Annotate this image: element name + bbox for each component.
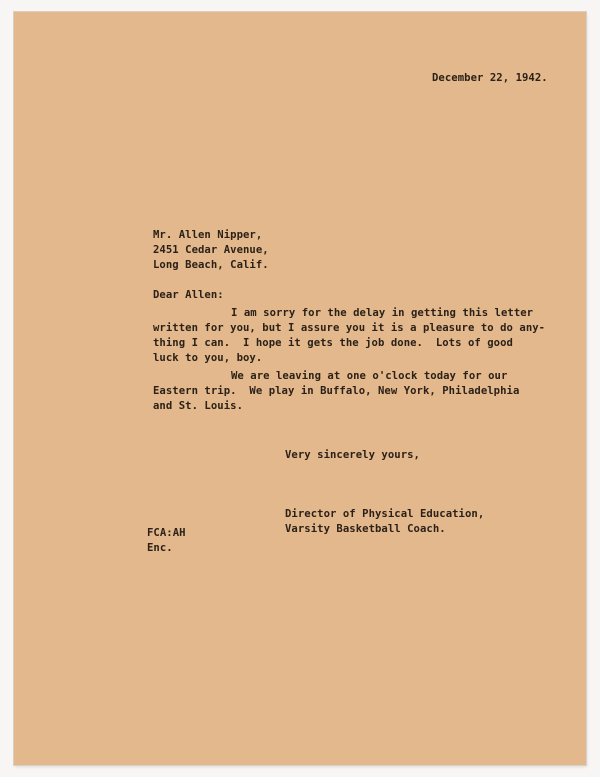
letter-page: [14, 12, 586, 765]
salutation: Dear Allen:: [153, 289, 224, 301]
enclosure-note: Enc.: [147, 542, 173, 554]
reference-initials: FCA:AH: [147, 527, 186, 539]
paragraph1-line2: written for you, but I assure you it is a pleasure to do any-: [153, 322, 546, 334]
recipient-name: Mr. Allen Nipper,: [153, 229, 263, 241]
paragraph1-line3: thing I can. I hope it gets the job done. Lots of good: [153, 337, 513, 349]
paragraph1-line4: luck to you, boy.: [153, 352, 263, 364]
recipient-city: Long Beach, Calif.: [153, 259, 269, 271]
closing: Very sincerely yours,: [285, 449, 420, 461]
recipient-street: 2451 Cedar Avenue,: [153, 244, 269, 256]
paragraph2-line2: Eastern trip. We play in Buffalo, New York, Philadelphia: [153, 385, 520, 397]
letter-date: December 22, 1942.: [432, 72, 548, 84]
paragraph2-line1: We are leaving at one o'clock today for our: [231, 370, 508, 382]
paragraph1-line1: I am sorry for the delay in getting this letter: [231, 307, 534, 319]
paragraph2-line3: and St. Louis.: [153, 400, 243, 412]
signature-title: Director of Physical Education,: [285, 508, 485, 520]
signature-subtitle: Varsity Basketball Coach.: [285, 523, 446, 535]
